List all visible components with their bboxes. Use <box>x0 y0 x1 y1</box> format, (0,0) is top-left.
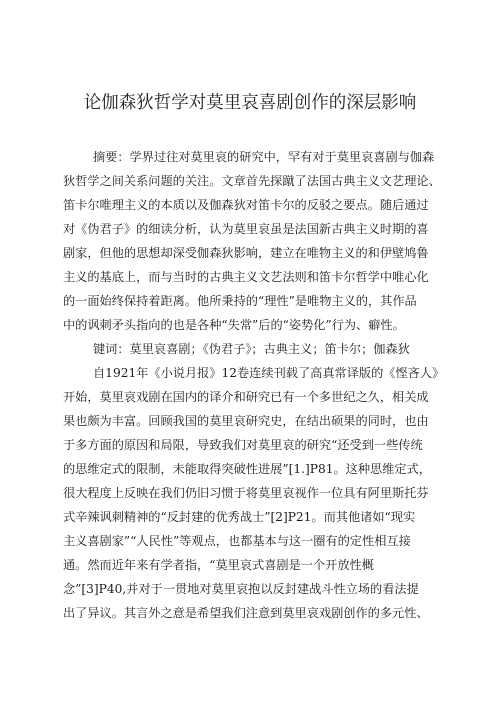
body-line: 通。然而近年来有学者指，“莫里哀式喜剧是一个开放性概 <box>63 558 374 572</box>
abstract-line: 摘要：学界过往对莫里哀的研究中，罕有对于莫里哀喜剧与伽森 <box>93 150 435 164</box>
abstract-line: 中的讽刺矛头指向的也是各种“失常”后的“姿势化”行为、癖性。 <box>63 318 405 332</box>
body-line: 开始，莫里哀戏剧在国内的译介和研究已有一个多世纪之久，相关成 <box>63 390 429 404</box>
body-line: 主义喜剧家”“人民性”等观点，也都基本与这一圈有的定性相互接 <box>63 534 411 548</box>
body-line: 的思维定式的限制，未能取得突破性进展”[1.]P81。这种思维定式， <box>63 462 431 476</box>
body-line: 出了异议。其言外之意是希望我们注意到莫里哀戏剧创作的多元性、 <box>63 606 429 620</box>
abstract-line: 狄哲学之间关系问题的关注。文章首先探蹴了法国古典主义文艺理论、 <box>63 174 441 188</box>
abstract-line: 的一面始终保持着距离。他所秉持的“理性”是唯物主义的，其作品 <box>63 294 417 308</box>
paper-title: 论伽森狄哲学对莫里哀喜剧创作的深层影响 <box>83 93 417 113</box>
abstract-line: 主义的基底上，而与当时的古典主义文艺法则和笛卡尔哲学中唯心化 <box>63 270 429 284</box>
body-line: 于多方面的原因和局限，导致我们对莫里哀的研究“还受到一些传统 <box>63 438 423 452</box>
abstract-line: 笛卡尔唯理主义的本质以及伽森狄对笛卡尔的反驳之要点。随后通过 <box>63 198 429 212</box>
abstract-line: 对《伪君子》的细读分析，认为莫里哀虽是法国新古典主义时期的喜 <box>63 222 429 236</box>
keywords-line: 键词：莫里哀喜剧；《伪君子》；古典主义；笛卡尔；伽森狄 <box>93 342 410 356</box>
body-line: 自1921年《小说月报》12卷连续刊载了高真常译版的《悭吝人》 <box>93 366 445 380</box>
body-line: 很大程度上反映在我们仍旧习惯于将莫里哀视作一位具有阿里斯托芬 <box>63 486 429 500</box>
body-line: 念”[3]P40,并对于一贯地对莫里哀抱以反封建战斗性立场的看法提 <box>63 582 419 596</box>
abstract-line: 剧家，但他的思想却深受伽森狄影响，建立在唯物主义的和伊壁鸠鲁 <box>63 246 429 260</box>
body-line: 果也颇为丰富。回顾我国的莫里哀研究史，在结出硕果的同时，也由 <box>63 414 429 428</box>
body-line: 式辛辣讽刺精神的“反封建的优秀战士”[2]P21。而其他诸如“现实 <box>63 510 416 524</box>
